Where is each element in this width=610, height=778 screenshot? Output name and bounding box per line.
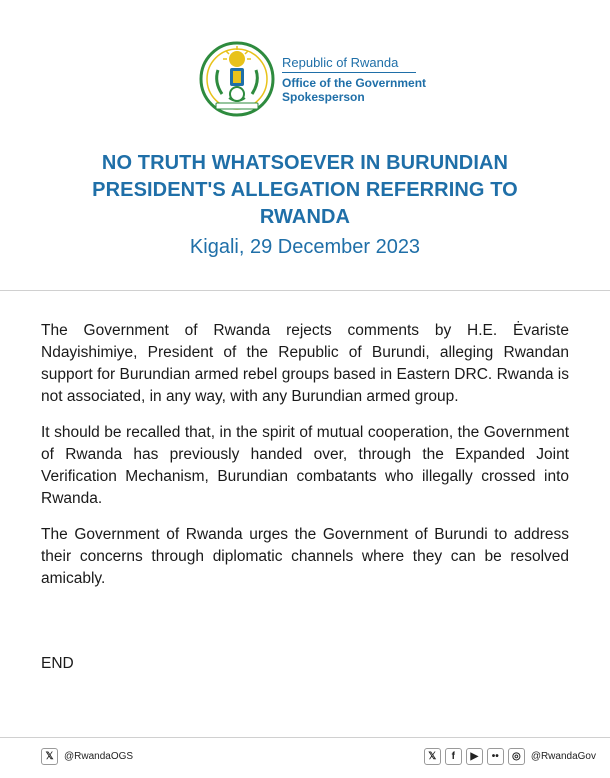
header-rule — [282, 72, 416, 73]
footer-divider — [0, 737, 610, 738]
org-name: Republic of Rwanda — [282, 54, 399, 70]
footer-handle-gov[interactable]: @RwandaGov — [530, 751, 596, 762]
paragraph-2: It should be recalled that, in the spirit of mutual cooperation, the Government of Rwanda has previously handed over, through the Expanded Joint Verification Mechanism, Burundian combatants who illegally crossed into Rwanda. — [41, 424, 569, 507]
org-name-block — [282, 55, 426, 104]
footer-left — [41, 748, 133, 765]
statement-body — [41, 320, 569, 604]
youtube-icon[interactable]: ▶ — [466, 748, 483, 765]
flickr-icon[interactable]: •• — [487, 748, 504, 765]
x-icon[interactable]: 𝕏 — [424, 748, 441, 765]
office-name-line2: Spokesperson — [282, 89, 365, 104]
title-line-3: RWANDA — [259, 206, 351, 228]
footer-right — [424, 748, 596, 765]
instagram-icon[interactable]: ◎ — [508, 748, 525, 765]
letterhead — [198, 40, 426, 118]
footer-handle-ogs[interactable]: @RwandaOGS — [64, 751, 134, 762]
title-line-2: PRESIDENT'S ALLEGATION REFERRING TO — [92, 179, 518, 201]
dateline: Kigali, 29 December 2023 — [189, 236, 421, 258]
end-marker: END — [41, 655, 74, 672]
title-line-1: NO TRUTH WHATSOEVER IN BURUNDIAN — [101, 152, 509, 174]
paragraph-3: The Government of Rwanda urges the Government of Burundi to address their concerns through diplomatic channels where they can be resolved amicably. — [41, 526, 569, 587]
paragraph-1: The Government of Rwanda rejects comments by H.E. Ėvariste Ndayishimiye, President of the Republic of Burundi, alleging Rwandan support for Burundian armed rebel groups based in Eastern DRC. Rwanda is not associated, in any way, with any Burundian armed group. — [41, 322, 569, 405]
headline — [0, 150, 610, 261]
top-divider — [0, 290, 610, 291]
rwanda-coat-of-arms-icon — [198, 40, 276, 118]
office-name-line1: Office of the Government — [282, 75, 427, 90]
facebook-icon[interactable]: f — [445, 748, 462, 765]
x-icon[interactable]: 𝕏 — [41, 748, 58, 765]
